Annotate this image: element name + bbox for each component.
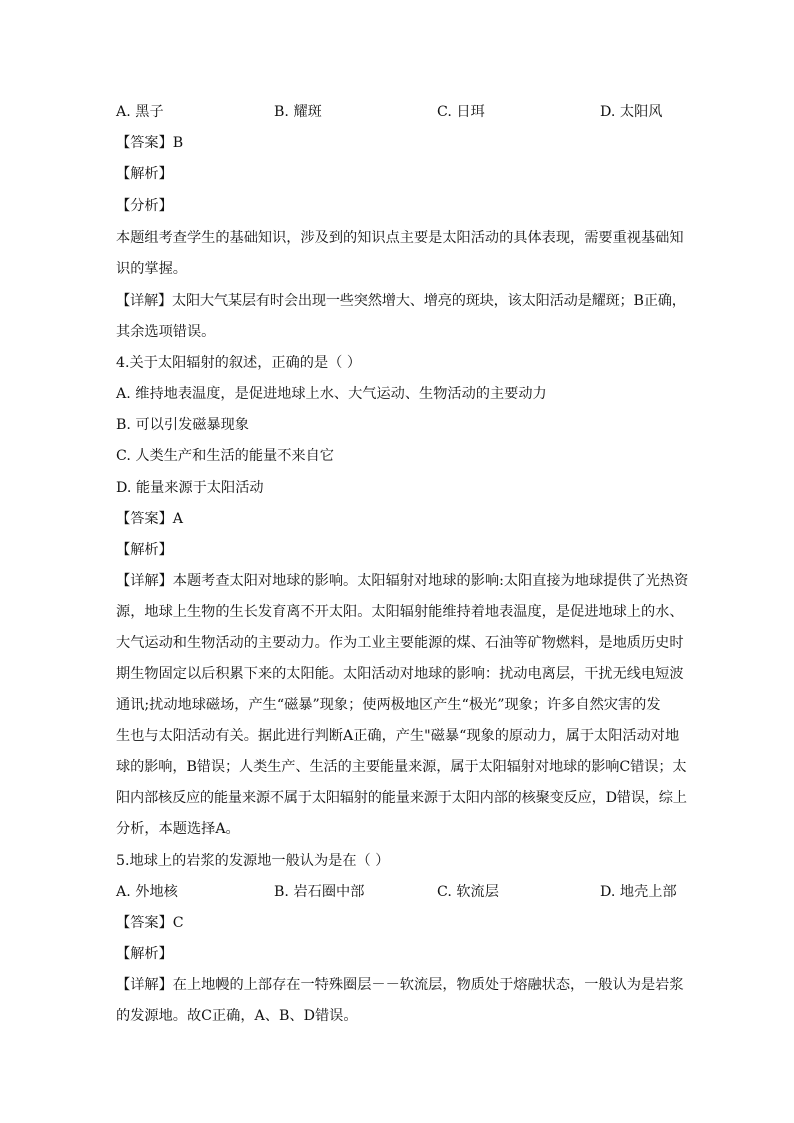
q5-stem: 5.地球上的岩浆的发源地一般认为是在（ ） — [116, 853, 390, 869]
q5-option-c[interactable]: C. 软流层 — [437, 884, 499, 900]
q3-option-c[interactable]: C. 日珥 — [437, 104, 485, 120]
q4-option-a[interactable]: A. 维持地表温度，是促进地球上水、大气运动、生物活动的主要动力 — [116, 386, 547, 402]
q4-option-d[interactable]: D. 能量来源于太阳活动 — [116, 480, 264, 496]
q3-analysis-heading: 【解析】 — [116, 166, 173, 182]
q5-option-b[interactable]: B. 岩石圈中部 — [274, 884, 365, 900]
q5-detail-line-2: 的发源地。故C正确，A、B、D错误。 — [116, 1008, 358, 1024]
q4-stem: 4.关于太阳辐射的叙述，正确的是（ ） — [116, 355, 362, 371]
q4-detail-line-2: 源，地球上生物的生长发育离不开太阳。太阳辐射能维持着地表温度，是促进地球上的水、 — [116, 604, 684, 620]
q3-option-b[interactable]: B. 耀斑 — [274, 104, 322, 120]
q4-detail-line-9: 分析，本题选择A。 — [116, 821, 240, 837]
q5-answer: 【答案】C — [116, 915, 184, 931]
q3-answer: 【答案】B — [116, 135, 184, 151]
q4-detail-line-7: 球的影响，B错误；人类生产、生活的主要能量来源，属于太阳辐射对地球的影响C错误；太 — [116, 759, 687, 775]
q3-options-row — [116, 102, 686, 122]
q3-fenxi-heading: 【分析】 — [116, 198, 173, 214]
q4-detail-line-8: 阳内部核反应的能量来源不属于太阳辐射的能量来源于太阳内部的核聚变反应，D错误，综上 — [116, 790, 687, 806]
q3-option-a[interactable]: A. 黑子 — [116, 104, 164, 120]
q4-detail-line-1: 【详解】本题考查太阳对地球的影响。太阳辐射对地球的影响:太阳直接为地球提供了光热资 — [116, 573, 689, 589]
q4-analysis-heading: 【解析】 — [116, 542, 173, 558]
q3-detail-line-2: 其余选项错误。 — [116, 324, 216, 340]
q5-options-row — [116, 882, 686, 902]
q4-detail-line-3: 大气运动和生物活动的主要动力。作为工业主要能源的煤、石油等矿物燃料，是地质历史时 — [116, 635, 684, 651]
q4-detail-line-6: 生也与太阳活动有关。据此进行判断A正确，产生"磁暴“现象的原动力，属于太阳活动对地 — [116, 728, 680, 744]
q4-option-b[interactable]: B. 可以引发磁暴现象 — [116, 417, 249, 433]
q5-analysis-heading: 【解析】 — [116, 946, 173, 962]
q4-answer: 【答案】A — [116, 511, 183, 527]
q3-fenxi-line-1: 本题组考查学生的基础知识，涉及到的知识点主要是太阳活动的具体表现，需要重视基础知 — [116, 230, 684, 246]
q3-detail-line-1: 【详解】太阳大气某层有时会出现一些突然增大、增亮的斑块，该太阳活动是耀斑；B正确， — [116, 293, 686, 309]
q5-option-a[interactable]: A. 外地核 — [116, 884, 178, 900]
q3-fenxi-line-2: 识的掌握。 — [116, 261, 187, 277]
q4-detail-line-5: 通讯;扰动地球磁场，产生“磁暴”现象；使两极地区产生“极光”现象；许多自然灾害的发 — [116, 697, 661, 713]
q5-option-d[interactable]: D. 地壳上部 — [600, 884, 677, 900]
q3-option-d[interactable]: D. 太阳风 — [600, 104, 663, 120]
q5-detail-line-1: 【详解】在上地幔的上部存在一特殊圈层－－软流层，物质处于熔融状态，一般认为是岩浆 — [116, 977, 684, 993]
q4-detail-line-4: 期生物固定以后积累下来的太阳能。太阳活动对地球的影响：扰动电离层，干扰无线电短波 — [116, 666, 684, 682]
q4-option-c[interactable]: C. 人类生产和生活的能量不来自它 — [116, 448, 334, 464]
